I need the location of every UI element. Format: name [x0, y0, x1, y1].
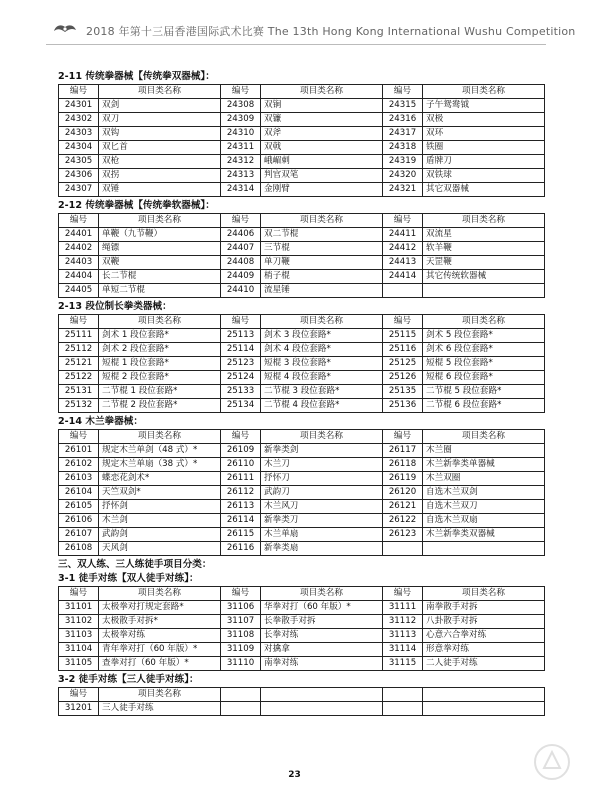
watermark-icon	[532, 742, 572, 782]
table-row	[59, 458, 545, 472]
event-name: 梢子棍	[261, 270, 383, 284]
header-name: 项目类名称	[99, 85, 221, 99]
event-name: 双枪	[99, 155, 221, 169]
header-name: 项目类名称	[423, 85, 545, 99]
event-name: 华拳对打（60 年版）*	[261, 601, 383, 615]
event-name: 流星锤	[261, 284, 383, 298]
event-name: 短棍 2 段位套路*	[99, 371, 221, 385]
header-name	[423, 688, 545, 702]
event-code: 31201	[59, 702, 99, 716]
event-code	[383, 284, 423, 298]
event-name	[423, 284, 545, 298]
event-code: 24411	[383, 228, 423, 242]
event-code: 24412	[383, 242, 423, 256]
event-name: 规定木兰单剑（48 式）*	[99, 444, 221, 458]
event-code: 26109	[221, 444, 261, 458]
event-code	[383, 702, 423, 716]
event-name: 子午鸳鸯钺	[423, 99, 545, 113]
event-code: 25114	[221, 343, 261, 357]
event-name: 金刚臂	[261, 183, 383, 197]
event-name: 双二节棍	[261, 228, 383, 242]
event-table	[58, 84, 545, 197]
event-name: 形意拳对练	[423, 643, 545, 657]
table-row	[59, 329, 545, 343]
event-name: 青年拳对打（60 年版）*	[99, 643, 221, 657]
event-name: 天风剑	[99, 542, 221, 556]
event-code: 31107	[221, 615, 261, 629]
table-row	[59, 284, 545, 298]
event-name: 双铁球	[423, 169, 545, 183]
event-name: 对擒拿	[261, 643, 383, 657]
table-header-row	[59, 688, 545, 702]
header-code: 编号	[383, 214, 423, 228]
event-code: 25122	[59, 371, 99, 385]
table-row	[59, 601, 545, 615]
header-code: 编号	[59, 85, 99, 99]
header-code: 编号	[59, 688, 99, 702]
event-code: 24312	[221, 155, 261, 169]
event-code: 25111	[59, 329, 99, 343]
event-name: 短棍 5 段位套路*	[423, 357, 545, 371]
table-row	[59, 657, 545, 671]
header-code: 编号	[59, 430, 99, 444]
header-name: 项目类名称	[99, 587, 221, 601]
event-name: 抒怀刀	[261, 472, 383, 486]
event-code: 24318	[383, 141, 423, 155]
event-code: 26119	[383, 472, 423, 486]
event-code: 31112	[383, 615, 423, 629]
event-name: 新拳类刀	[261, 514, 383, 528]
header-name: 项目类名称	[261, 587, 383, 601]
event-code: 24313	[221, 169, 261, 183]
event-name: 双刀	[99, 113, 221, 127]
table-row	[59, 343, 545, 357]
table-row	[59, 169, 545, 183]
event-table	[58, 586, 545, 671]
event-name: 盾牌刀	[423, 155, 545, 169]
competition-logo-icon	[52, 22, 78, 36]
event-code: 25135	[383, 385, 423, 399]
event-code: 25124	[221, 371, 261, 385]
event-code: 24414	[383, 270, 423, 284]
event-name: 蝶恋花剑术*	[99, 472, 221, 486]
section-title: 3-1 徒手对练【双人徒手对练】：	[58, 573, 199, 584]
event-code: 24405	[59, 284, 99, 298]
table-row	[59, 486, 545, 500]
header-code: 编号	[221, 85, 261, 99]
event-name: 八卦散手对拆	[423, 615, 545, 629]
event-name: 其它双器械	[423, 183, 545, 197]
event-code: 24410	[221, 284, 261, 298]
table-header-row	[59, 214, 545, 228]
event-name: 双鞭	[99, 256, 221, 270]
event-name	[261, 702, 383, 716]
table-row	[59, 113, 545, 127]
event-name: 二节棍 1 段位套路*	[99, 385, 221, 399]
event-code: 25121	[59, 357, 99, 371]
event-code: 31102	[59, 615, 99, 629]
table-header-row	[59, 85, 545, 99]
event-name: 剑术 4 段位套路*	[261, 343, 383, 357]
table-row	[59, 500, 545, 514]
event-name: 新拳类扇	[261, 542, 383, 556]
event-code: 24320	[383, 169, 423, 183]
event-name: 短棍 4 段位套路*	[261, 371, 383, 385]
header-name: 项目类名称	[99, 430, 221, 444]
event-name: 武韵剑	[99, 528, 221, 542]
table-row	[59, 242, 545, 256]
event-name: 木兰新拳类单器械	[423, 458, 545, 472]
event-name: 双镰	[261, 113, 383, 127]
event-name: 双锏	[261, 99, 383, 113]
header-name: 项目类名称	[261, 315, 383, 329]
event-code: 26112	[221, 486, 261, 500]
event-name: 双极	[423, 113, 545, 127]
event-name: 其它传统软器械	[423, 270, 545, 284]
event-name: 双环	[423, 127, 545, 141]
event-code: 26117	[383, 444, 423, 458]
header-name: 项目类名称	[423, 315, 545, 329]
event-code: 24406	[221, 228, 261, 242]
event-code: 26108	[59, 542, 99, 556]
event-name: 三节棍	[261, 242, 383, 256]
event-code: 31109	[221, 643, 261, 657]
table-header-row	[59, 430, 545, 444]
event-name: 长拳对练	[261, 629, 383, 643]
header-name: 项目类名称	[423, 587, 545, 601]
event-code: 26110	[221, 458, 261, 472]
event-name: 木兰风刀	[261, 500, 383, 514]
event-code: 26103	[59, 472, 99, 486]
event-code: 24307	[59, 183, 99, 197]
table-row	[59, 444, 545, 458]
event-name: 太极拳对打规定套路*	[99, 601, 221, 615]
event-table	[58, 687, 545, 716]
header-code	[221, 688, 261, 702]
table-row	[59, 371, 545, 385]
event-name: 二节棍 2 段位套路*	[99, 399, 221, 413]
event-name: 双戟	[261, 141, 383, 155]
header-name: 项目类名称	[99, 315, 221, 329]
event-code: 25112	[59, 343, 99, 357]
table-row	[59, 629, 545, 643]
table-row	[59, 528, 545, 542]
event-code: 24314	[221, 183, 261, 197]
header-code: 编号	[59, 587, 99, 601]
header-code: 编号	[383, 85, 423, 99]
table-row	[59, 357, 545, 371]
event-name: 双拐	[99, 169, 221, 183]
event-name: 抒怀剑	[99, 500, 221, 514]
event-name	[423, 542, 545, 556]
header-code: 编号	[59, 214, 99, 228]
table-row	[59, 183, 545, 197]
section-title: 2-14 木兰拳器械：	[58, 416, 143, 427]
event-code: 24319	[383, 155, 423, 169]
event-name: 双流星	[423, 228, 545, 242]
event-name: 天罡鞭	[423, 256, 545, 270]
event-code: 24309	[221, 113, 261, 127]
section-title: 2-12 传统拳器械【传统拳软器械】：	[58, 200, 215, 211]
event-code: 24403	[59, 256, 99, 270]
table-row	[59, 399, 545, 413]
event-code: 24317	[383, 127, 423, 141]
event-name: 二节棍 5 段位套路*	[423, 385, 545, 399]
event-code: 25125	[383, 357, 423, 371]
header-code: 编号	[383, 587, 423, 601]
event-code: 24302	[59, 113, 99, 127]
event-code: 31110	[221, 657, 261, 671]
event-code: 24303	[59, 127, 99, 141]
event-code: 24304	[59, 141, 99, 155]
event-code: 25116	[383, 343, 423, 357]
event-name	[423, 702, 545, 716]
event-code: 26105	[59, 500, 99, 514]
event-code: 24407	[221, 242, 261, 256]
header-name: 项目类名称	[261, 214, 383, 228]
table-row	[59, 514, 545, 528]
event-name: 天竺双剑*	[99, 486, 221, 500]
event-name: 单鞭（九节鞭）	[99, 228, 221, 242]
event-code: 26114	[221, 514, 261, 528]
event-code: 26121	[383, 500, 423, 514]
event-code: 24315	[383, 99, 423, 113]
event-name: 单短二节棍	[99, 284, 221, 298]
event-code: 26106	[59, 514, 99, 528]
event-code: 25126	[383, 371, 423, 385]
table-row	[59, 99, 545, 113]
event-table	[58, 314, 545, 413]
page-content	[58, 70, 544, 718]
header-code: 编号	[383, 430, 423, 444]
table-row	[59, 270, 545, 284]
event-name: 自选木兰双扇	[423, 514, 545, 528]
event-code: 24305	[59, 155, 99, 169]
event-code: 24409	[221, 270, 261, 284]
event-code: 24311	[221, 141, 261, 155]
event-code: 25132	[59, 399, 99, 413]
header-divider	[46, 44, 546, 45]
event-table	[58, 213, 545, 298]
page-number: 23	[288, 770, 301, 780]
event-code: 25131	[59, 385, 99, 399]
event-name: 武韵刀	[261, 486, 383, 500]
section-title: 3-2 徒手对练【三人徒手对练】：	[58, 674, 199, 685]
event-code: 26123	[383, 528, 423, 542]
event-name: 双匕首	[99, 141, 221, 155]
event-name: 自选木兰双刀	[423, 500, 545, 514]
table-header-row	[59, 315, 545, 329]
event-code	[383, 542, 423, 556]
event-name: 南拳散手对拆	[423, 601, 545, 615]
event-name: 木兰圈	[423, 444, 545, 458]
event-name: 判官双笔	[261, 169, 383, 183]
event-code: 25113	[221, 329, 261, 343]
event-name: 剑术 6 段位套路*	[423, 343, 545, 357]
event-code: 31111	[383, 601, 423, 615]
event-code: 24321	[383, 183, 423, 197]
event-code: 24306	[59, 169, 99, 183]
event-name: 剑术 2 段位套路*	[99, 343, 221, 357]
event-code: 25133	[221, 385, 261, 399]
event-name: 二节棍 3 段位套路*	[261, 385, 383, 399]
event-code: 26104	[59, 486, 99, 500]
event-code: 26116	[221, 542, 261, 556]
table-row	[59, 643, 545, 657]
event-name: 二人徒手对练	[423, 657, 545, 671]
event-name: 长拳散手对拆	[261, 615, 383, 629]
event-name: 双钩	[99, 127, 221, 141]
header-name: 项目类名称	[423, 430, 545, 444]
section-title: 2-11 传统拳器械【传统拳双器械】：	[58, 71, 215, 82]
event-name: 木兰新拳类双器械	[423, 528, 545, 542]
header-code: 编号	[59, 315, 99, 329]
category-title: 三、双人练、三人练徒手项目分类：	[58, 559, 212, 570]
event-name: 短棍 3 段位套路*	[261, 357, 383, 371]
event-code: 25134	[221, 399, 261, 413]
event-code	[221, 702, 261, 716]
event-name: 峨嵋刺	[261, 155, 383, 169]
header-title: 2018 年第十三届香港国际武术比赛 The 13th Hong Kong International Wushu Competition	[86, 25, 576, 38]
event-name: 木兰单扇	[261, 528, 383, 542]
event-code: 31105	[59, 657, 99, 671]
event-name: 长二节棍	[99, 270, 221, 284]
header-code: 编号	[383, 315, 423, 329]
event-name: 铁圈	[423, 141, 545, 155]
event-code: 31106	[221, 601, 261, 615]
header-name: 项目类名称	[99, 214, 221, 228]
event-code: 24404	[59, 270, 99, 284]
event-code: 31103	[59, 629, 99, 643]
event-code: 31104	[59, 643, 99, 657]
event-name: 剑术 1 段位套路*	[99, 329, 221, 343]
event-code: 31115	[383, 657, 423, 671]
header-code	[383, 688, 423, 702]
event-code: 26118	[383, 458, 423, 472]
event-name: 心意六合拳对练	[423, 629, 545, 643]
section-title: 2-13 段位制长拳类器械：	[58, 301, 172, 312]
event-code: 24408	[221, 256, 261, 270]
event-code: 26120	[383, 486, 423, 500]
table-row	[59, 141, 545, 155]
event-code: 24401	[59, 228, 99, 242]
event-code: 31101	[59, 601, 99, 615]
table-row	[59, 542, 545, 556]
header-name: 项目类名称	[99, 688, 221, 702]
event-code: 25136	[383, 399, 423, 413]
event-code: 24402	[59, 242, 99, 256]
header-code: 编号	[221, 430, 261, 444]
table-row	[59, 228, 545, 242]
header-name: 项目类名称	[261, 85, 383, 99]
header-code: 编号	[221, 315, 261, 329]
event-name: 查拳对打（60 年版）*	[99, 657, 221, 671]
event-name: 木兰双圈	[423, 472, 545, 486]
event-name: 短棍 6 段位套路*	[423, 371, 545, 385]
event-name: 木兰剑	[99, 514, 221, 528]
event-name: 双锤	[99, 183, 221, 197]
table-row	[59, 615, 545, 629]
table-header-row	[59, 587, 545, 601]
event-code: 26122	[383, 514, 423, 528]
event-code: 24308	[221, 99, 261, 113]
event-name: 太极拳对练	[99, 629, 221, 643]
event-code: 24413	[383, 256, 423, 270]
event-name: 新拳类剑	[261, 444, 383, 458]
event-name: 三人徒手对练	[99, 702, 221, 716]
event-code: 25123	[221, 357, 261, 371]
event-name: 规定木兰单扇（38 式）*	[99, 458, 221, 472]
event-code: 31113	[383, 629, 423, 643]
event-code: 24301	[59, 99, 99, 113]
event-code: 26101	[59, 444, 99, 458]
header-name	[261, 688, 383, 702]
header-code: 编号	[221, 587, 261, 601]
event-code: 31114	[383, 643, 423, 657]
event-code: 25115	[383, 329, 423, 343]
event-name: 单刀鞭	[261, 256, 383, 270]
event-name: 太极散手对拆*	[99, 615, 221, 629]
table-row	[59, 256, 545, 270]
event-name: 二节棍 4 段位套路*	[261, 399, 383, 413]
table-row	[59, 385, 545, 399]
event-code: 26115	[221, 528, 261, 542]
header-name: 项目类名称	[261, 430, 383, 444]
table-row	[59, 127, 545, 141]
header-name: 项目类名称	[423, 214, 545, 228]
event-name: 木兰刀	[261, 458, 383, 472]
table-row	[59, 472, 545, 486]
event-name: 剑术 5 段位套路*	[423, 329, 545, 343]
event-name: 双斧	[261, 127, 383, 141]
event-name: 二节棍 6 段位套路*	[423, 399, 545, 413]
table-row	[59, 702, 545, 716]
event-name: 自选木兰双剑	[423, 486, 545, 500]
event-name: 短棍 1 段位套路*	[99, 357, 221, 371]
event-code: 24310	[221, 127, 261, 141]
event-code: 31108	[221, 629, 261, 643]
event-code: 26102	[59, 458, 99, 472]
event-name: 南拳对练	[261, 657, 383, 671]
event-name: 剑术 3 段位套路*	[261, 329, 383, 343]
header-code: 编号	[221, 214, 261, 228]
event-code: 26113	[221, 500, 261, 514]
page-header	[0, 14, 589, 54]
event-table	[58, 429, 545, 556]
event-name: 绳镖	[99, 242, 221, 256]
table-row	[59, 155, 545, 169]
event-name: 双剑	[99, 99, 221, 113]
event-name: 软羊鞭	[423, 242, 545, 256]
event-code: 26107	[59, 528, 99, 542]
event-code: 26111	[221, 472, 261, 486]
event-code: 24316	[383, 113, 423, 127]
